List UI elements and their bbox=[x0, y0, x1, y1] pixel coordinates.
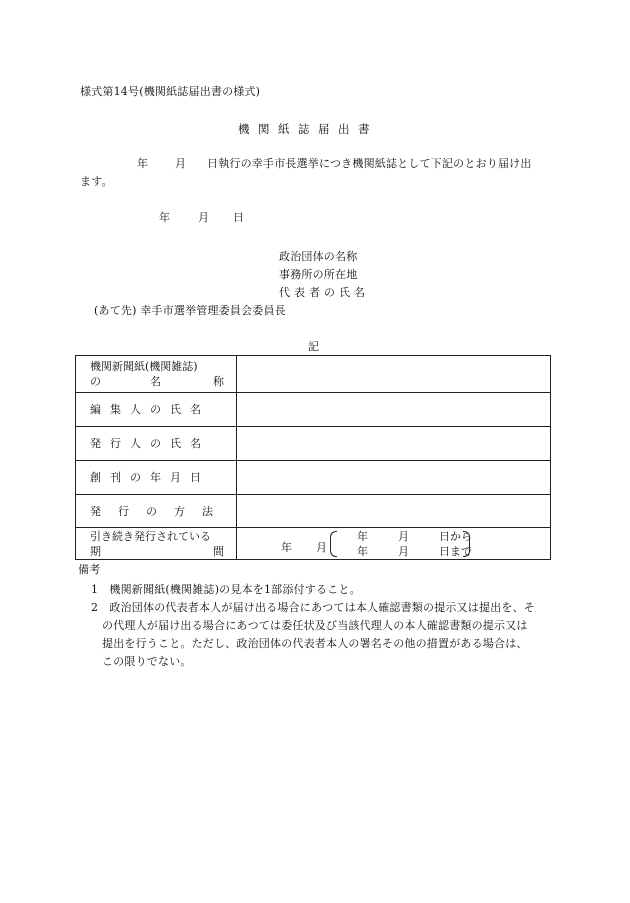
details-table bbox=[75, 355, 551, 560]
intro-month: 月 bbox=[175, 157, 187, 170]
intro-text: 日執行の幸手市長選挙につき機関紙誌として下記のとおり届け出 bbox=[207, 157, 532, 170]
table-row-continuous-period bbox=[76, 528, 550, 559]
row-label: 引き続き発行されている bbox=[90, 530, 211, 543]
table-row-first-issue-date bbox=[76, 461, 550, 495]
note-2-line-4: この限りでない。 bbox=[102, 655, 192, 668]
ki-heading: 記 bbox=[308, 340, 320, 353]
row-label: 発行人の氏名 bbox=[90, 437, 210, 450]
date-day: 日 bbox=[233, 211, 245, 224]
addressee: (あて先) 幸手市選挙管理委員会委員長 bbox=[94, 304, 286, 317]
period-month: 月 bbox=[316, 541, 327, 554]
table-row-editor bbox=[76, 393, 550, 427]
table-row-publication-method bbox=[76, 495, 550, 528]
party-name-label: 政治団体の名称 bbox=[279, 250, 358, 263]
table-row-publisher bbox=[76, 427, 550, 461]
row-label: 創刊の年月日 bbox=[90, 471, 210, 484]
intro-line-1 bbox=[137, 157, 557, 171]
date-month: 月 bbox=[198, 211, 210, 224]
row-label-sub-2: 名 bbox=[150, 375, 161, 388]
period-from: 年 月 日から bbox=[357, 530, 472, 543]
row-label: 編集人の氏名 bbox=[90, 403, 210, 416]
row-label: 機関新聞紙(機関雑誌) bbox=[90, 360, 198, 373]
left-bracket bbox=[330, 531, 337, 557]
notes-heading: 備考 bbox=[78, 563, 101, 576]
note-2-line-3: 提出を行うこと。ただし、政治団体の代表者本人の署名その他の措置がある場合は、 bbox=[102, 637, 528, 650]
document-title: 機関紙誌届出書 bbox=[238, 122, 378, 136]
row-label-sub-1: の bbox=[90, 375, 101, 388]
row-label-sub-2: 間 bbox=[213, 545, 224, 558]
period-year: 年 bbox=[281, 541, 292, 554]
note-1: 1 機関新聞紙(機関雑誌)の見本を1部添付すること。 bbox=[91, 583, 361, 596]
office-address-label: 事務所の所在地 bbox=[279, 268, 358, 281]
row-label-sub-3: 称 bbox=[213, 375, 224, 388]
intro-year: 年 bbox=[137, 157, 149, 170]
table-row-publication-name bbox=[76, 356, 550, 393]
submission-date bbox=[159, 211, 259, 225]
right-bracket bbox=[463, 531, 470, 557]
date-year: 年 bbox=[159, 211, 171, 224]
row-label: 発行の方法 bbox=[90, 505, 230, 518]
form-number: 様式第14号(機関紙誌届出書の様式) bbox=[80, 85, 261, 98]
note-2-line-1: 2 政治団体の代表者本人が届け出る場合にあつては本人確認書類の提示又は提出を、そ bbox=[91, 601, 535, 614]
note-2-line-2: の代理人が届け出る場合にあつては委任状及び当該代理人の本人確認書類の提示又は bbox=[102, 619, 528, 632]
representative-label: 代表者の氏名 bbox=[279, 286, 369, 299]
period-to: 年 月 日まで bbox=[357, 545, 472, 558]
row-label-sub-1: 期 bbox=[90, 545, 101, 558]
intro-line-2: ます。 bbox=[80, 175, 113, 188]
